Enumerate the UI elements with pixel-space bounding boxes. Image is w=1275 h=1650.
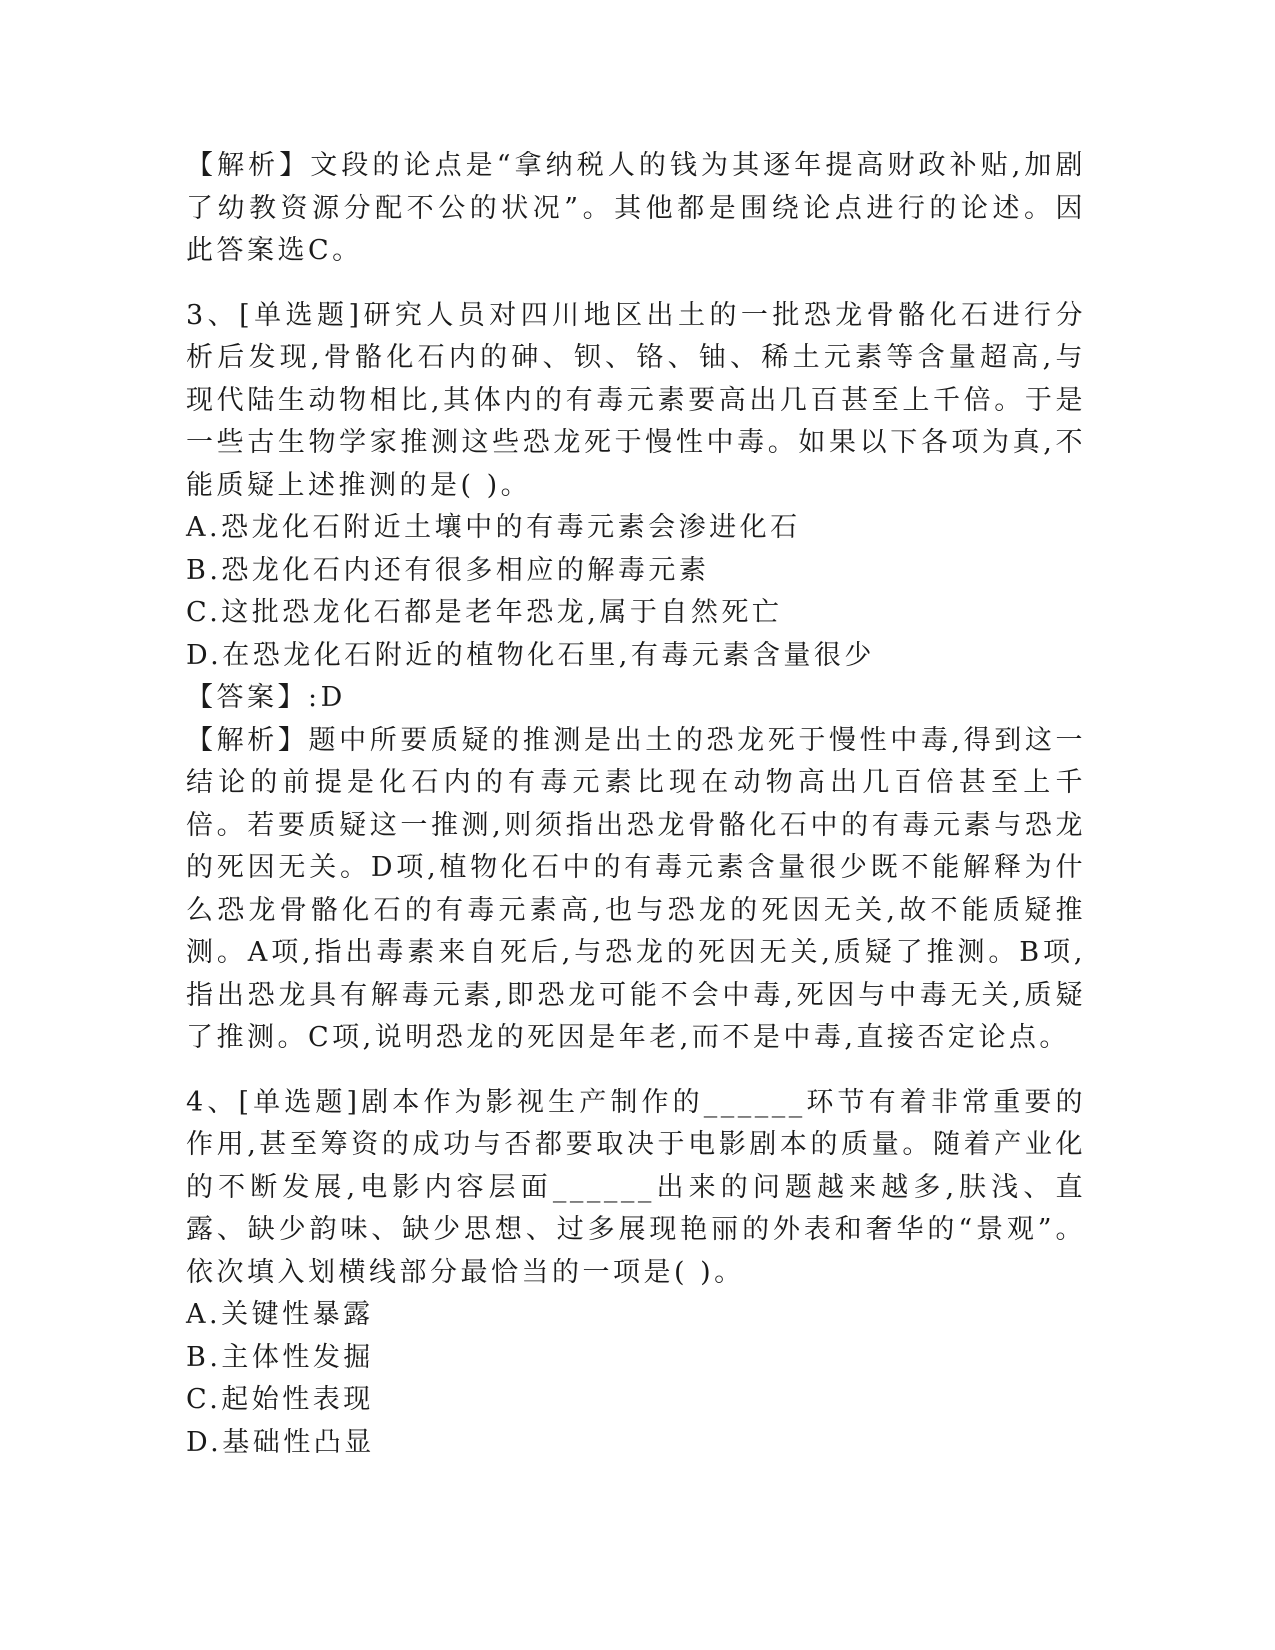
q3-stem: 3、[单选题]研究人员对四川地区出土的一批恐龙骨骼化石进行分析后发现,骨骼化石内的砷、钡、铬、铀、稀土元素等含量超高,与现代陆生动物相比,其体内的有毒元素要高出几百甚至上千倍。于是一些古生物学家推测这些恐龙死于慢性中毒。如果以下各项为真,不能质疑上述推测的是( )。 [186,299,1086,501]
q3-option-a: A.恐龙化石附近土壤中的有毒元素会渗进化石 [186,512,801,543]
document-page [186,145,1086,1464]
q3-option-d: D.在恐龙化石附近的植物化石里,有毒元素含量很少 [186,639,875,671]
q4-option-d: D.基础性凸显 [186,1426,375,1458]
spacer [186,1060,1086,1082]
q3-option-c: C.这批恐龙化石都是老年恐龙,属于自然死亡 [186,597,783,628]
q4-stem: 4、[单选题]剧本作为影视生产制作的______环节有着非常重要的作用,甚至筹资的成功与否都要取决于电影剧本的质量。随着产业化的不断发展,电影内容层面______出来的问题越来越多,肤浅、直露、缺少韵味、缺少思想、过多展现艳丽的外表和奢华的“景观”。依次填入划横线部分最恰当的一项是( )。 [186,1086,1086,1288]
q4-option-c: C.起始性表现 [186,1384,374,1415]
q3-option-b: B.恐龙化石内还有很多相应的解毒元素 [186,554,710,586]
q3-answer: 【答案】:D [186,682,346,713]
q4-option-b: B.主体性发掘 [186,1341,374,1373]
q2-analysis: 【解析】文段的论点是“拿纳税人的钱为其逐年提高财政补贴,加剧了幼教资源分配不公的状况”。其他都是围绕论点进行的论述。因此答案选C。 [186,150,1086,266]
q4-option-a: A.关键性暴露 [186,1299,374,1330]
q3-analysis: 【解析】题中所要质疑的推测是出土的恐龙死于慢性中毒,得到这一结论的前提是化石内的有毒元素比现在动物高出几百倍甚至上千倍。若要质疑这一推测,则须指出恐龙骨骼化石中的有毒元素与恐龙的死因无关。D项,植物化石中的有毒元素含量很少既不能解释为什么恐龙骨骼化石的有毒元素高,也与恐龙的死因无关,故不能质疑推测。A项,指出毒素来自死后,与恐龙的死因无关,质疑了推测。B项,指出恐龙具有解毒元素,即恐龙可能不会中毒,死因与中毒无关,质疑了推测。C项,说明恐龙的死因是年老,而不是中毒,直接否定论点。 [186,724,1086,1053]
spacer [186,273,1086,295]
